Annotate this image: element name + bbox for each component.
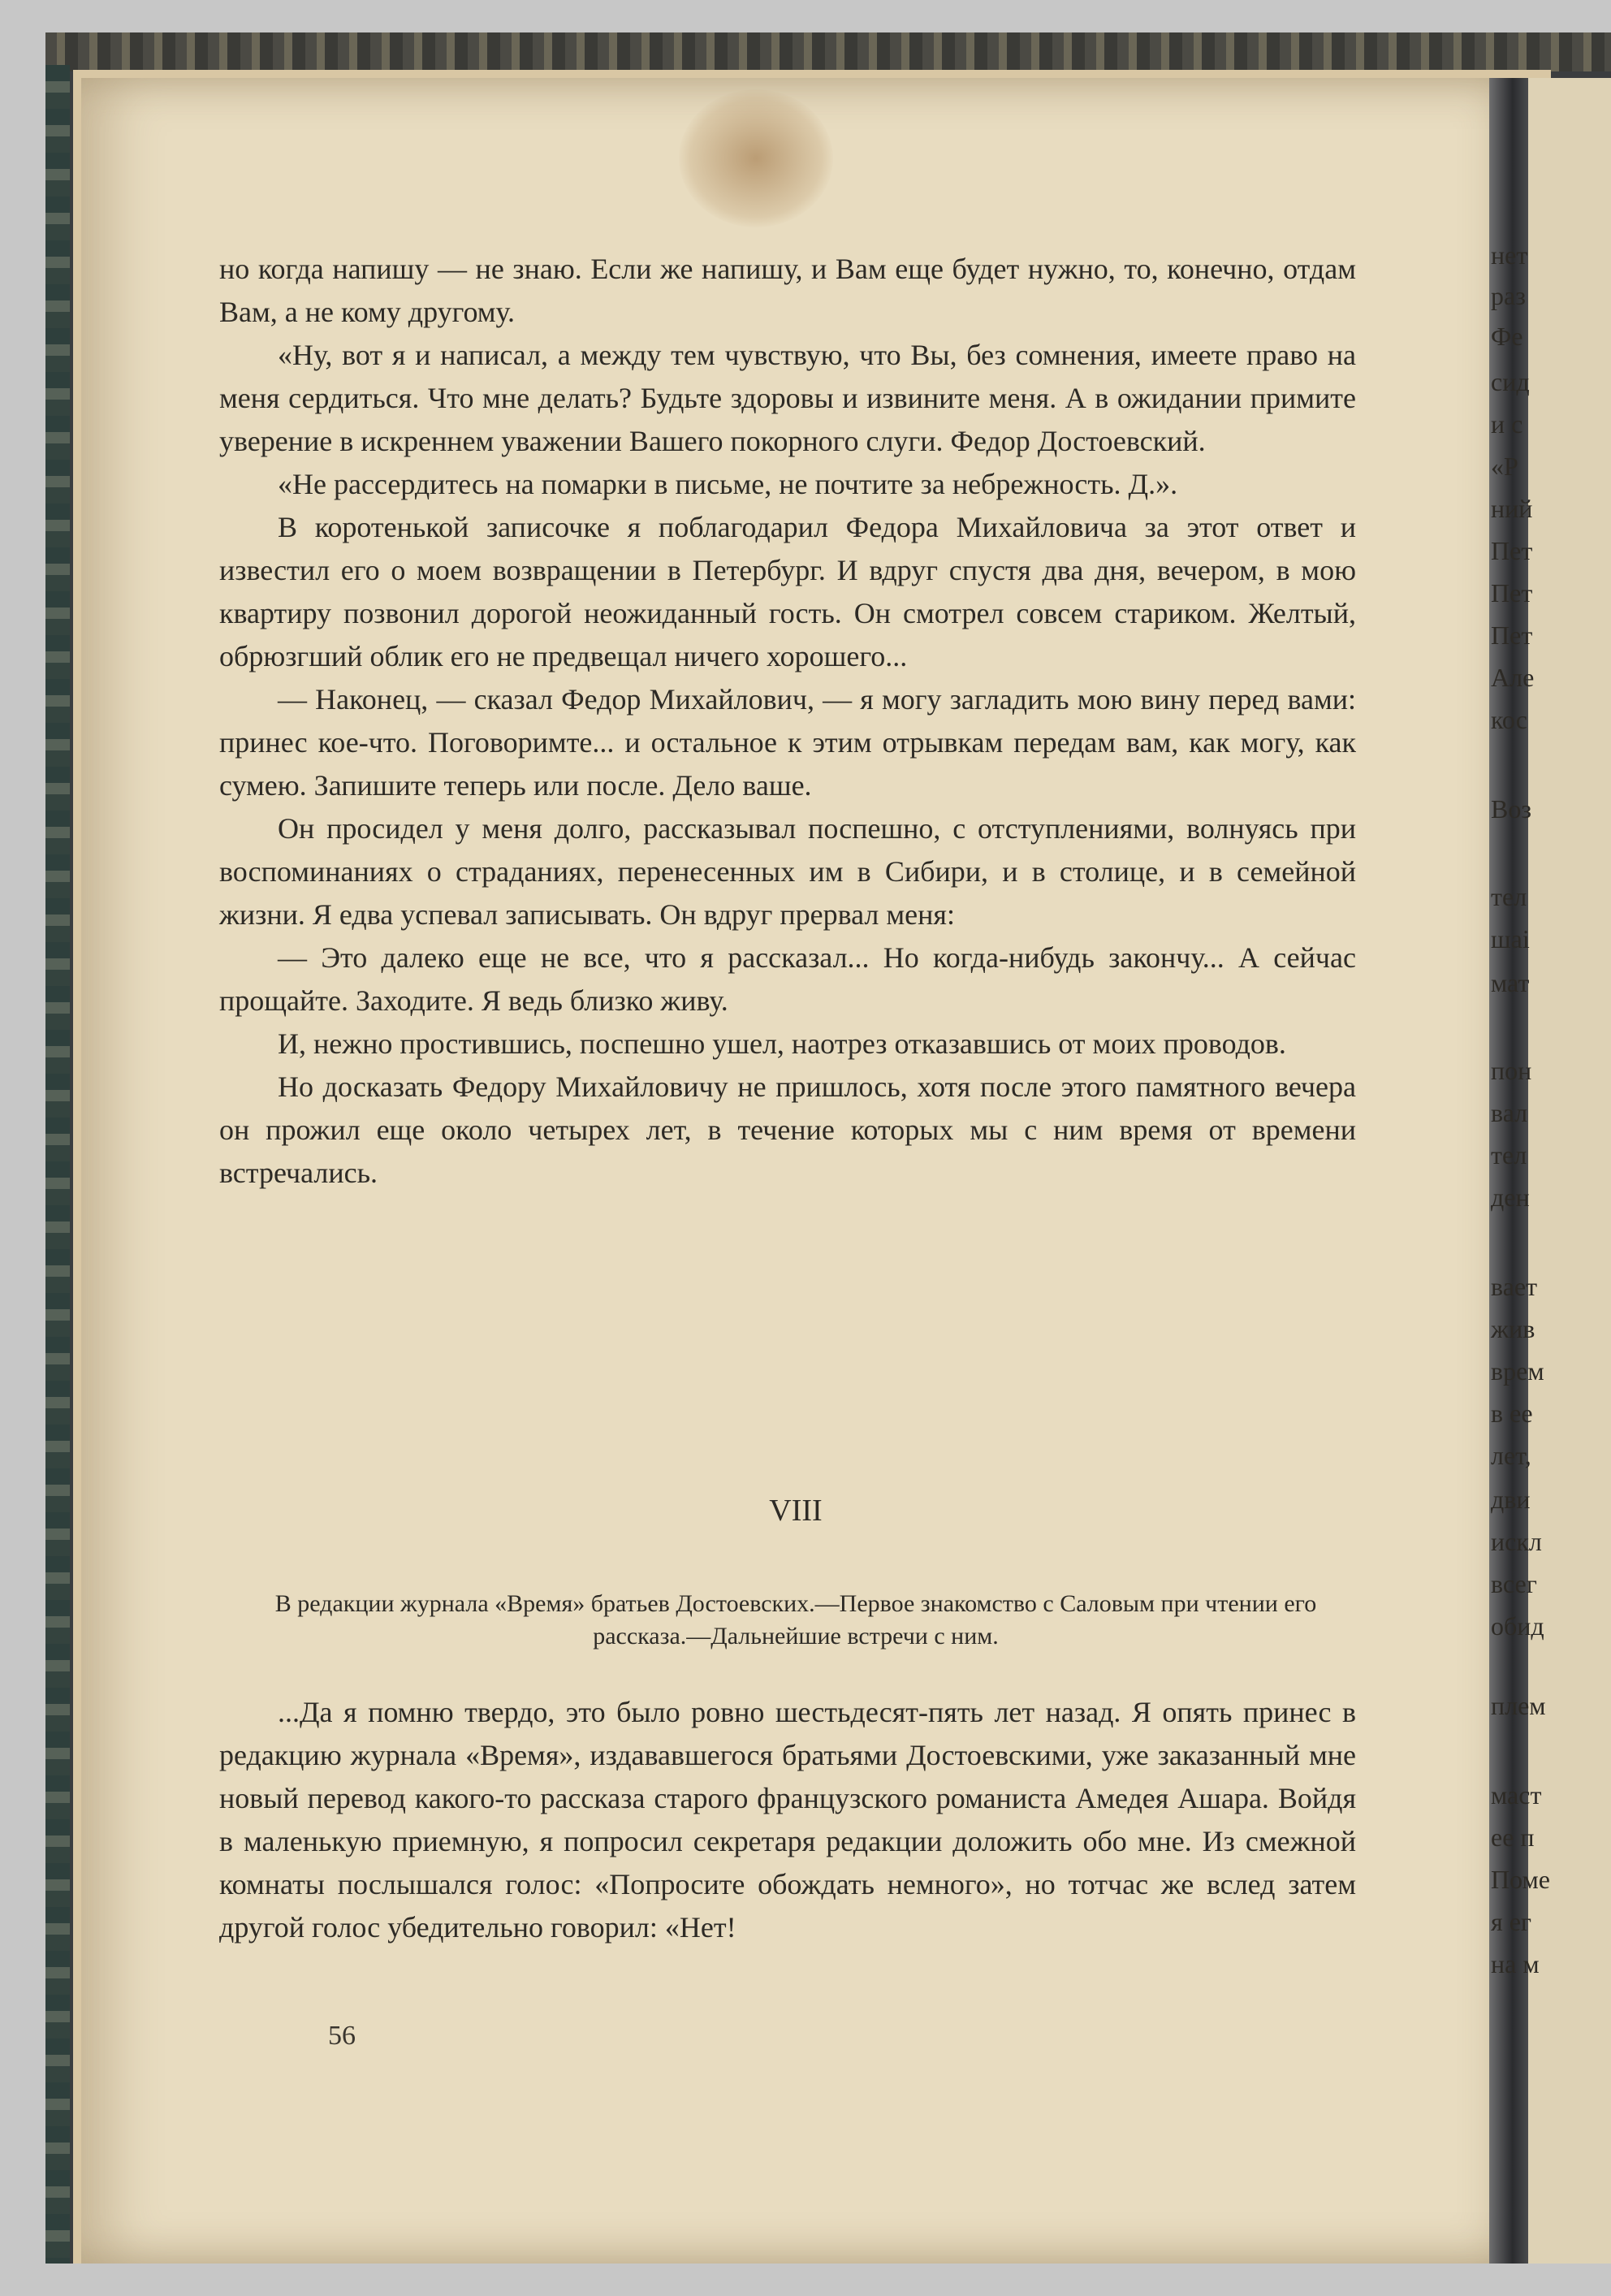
text-fragment: раз (1491, 281, 1526, 310)
text-fragment: искл (1491, 1527, 1542, 1556)
text-fragment: тел (1491, 1140, 1527, 1170)
book-spine-edge (45, 65, 70, 2264)
text-fragment: и с (1491, 409, 1523, 439)
text-fragment: шаі (1491, 924, 1530, 953)
text-fragment: на м (1491, 1949, 1540, 1978)
text-fragment: ден (1491, 1183, 1530, 1212)
paragraph: «Не рассердитесь на помарки в письме, не почтите за небрежность. Д.». (278, 468, 1178, 500)
water-stain (679, 89, 833, 227)
text-fragment: сид (1491, 367, 1530, 396)
text-fragment: Фе (1491, 322, 1523, 351)
text-fragment: обид (1491, 1611, 1544, 1641)
page-body (219, 248, 1356, 1195)
paragraph: — Наконец, — сказал Федор Михайлович, — я могу загладить мою вину перед вами: принес кое-что. Поговоримте... и остальное к этим отрывкам передам вам, как могу, как сумею. Запишите теперь или после. Дело ваше. (219, 683, 1356, 802)
text-fragment: плем (1491, 1691, 1546, 1720)
text-fragment: Пет (1491, 536, 1533, 565)
text-fragment: в ее (1491, 1399, 1533, 1428)
chapter-text (219, 1691, 1356, 1949)
text-fragment: Пет (1491, 620, 1533, 650)
paragraph: И, нежно простившись, поспешно ушел, наотрез отказавшись от моих проводов. (278, 1027, 1286, 1060)
text-fragment: кос (1491, 705, 1527, 734)
text-fragment: пон (1491, 1056, 1532, 1085)
text-fragment: врем (1491, 1356, 1544, 1386)
text-fragment: ний (1491, 494, 1533, 523)
text-fragment: мат (1491, 968, 1530, 997)
text-fragment: вал (1491, 1098, 1528, 1127)
paragraph: Он просидел у меня долго, рассказывал поспешно, с отступлениями, волнуясь при воспоминаниях о страданиях, перенесенных им в Сибири, и в столице, и в семейной жизни. Я едва успевал записывать. Он вдруг прервал меня: (219, 812, 1356, 931)
text-fragment: Поме (1491, 1865, 1550, 1894)
chapter-number: VIII (769, 1494, 823, 1528)
paragraph: Но досказать Федору Михайловичу не пришлось, хотя после этого памятного вечера он прожил еще около четырех лет, в течение которых мы с ним время от времени встречались. (219, 1070, 1356, 1189)
text-fragment: лет, (1491, 1441, 1531, 1470)
text-fragment: всег (1491, 1569, 1537, 1598)
book-cover-edge (45, 32, 1611, 71)
right-page-fragment (1528, 78, 1611, 2264)
text-fragment: Але (1491, 663, 1535, 692)
paragraph: — Это далеко еще не все, что я рассказал... Но когда-нибудь закончу... А сейчас прощайте. Заходите. Я ведь близко живу. (219, 941, 1356, 1017)
text-fragment: Пет (1491, 578, 1533, 608)
page-number: 56 (328, 2021, 356, 2051)
paragraph: В коротенькой записочке я поблагодарил Федора Михайловича за этот ответ и известил его о моем возвращении в Петербург. И вдруг спустя два дня, вечером, в мою квартиру позвонил дорогой неожиданный гость. Он смотрел совсем стариком. Желтый, обрюзгший облик его не предвещал ничего хорошего... (219, 511, 1356, 672)
text-fragment: вает (1491, 1272, 1538, 1301)
text-fragment: ее п (1491, 1823, 1535, 1852)
text-fragment: я ег (1491, 1907, 1532, 1936)
paragraph: ...Да я помню твердо, это было ровно шестьдесят-пять лет назад. Я опять принес в редакцию журнала «Время», издававшегося братьями Достоевскими, уже заказанный мне новый перевод какого-то рассказа старого французского романиста Амедея Ашара. Войдя в маленькую приемную, я попросил секретаря редакции доложить обо мне. Из смежной комнаты послышался голос: «Попросите обождать немного», но тотчас же вслед затем другой голос убедительно говорил: «Нет! (219, 1696, 1356, 1944)
paragraph: «Ну, вот я и написал, а между тем чувствую, что Вы, без сомнения, имеете право на меня сердиться. Что мне делать? Будьте здоровы и извините меня. А в ожидании примите уверение в искреннем уважении Вашего покорного слуги. Федор Достоевский. (219, 339, 1356, 457)
text-fragment: нет (1491, 240, 1528, 270)
paragraph: но когда напишу — не знаю. Если же напишу, и Вам еще будет нужно, то, конечно, отдам Вам, а не кому другому. (219, 253, 1356, 328)
text-fragment: «Р (1491, 452, 1518, 481)
text-fragment: Воз (1491, 794, 1531, 824)
text-fragment: тел (1491, 882, 1527, 911)
chapter-summary: В редакции журнала «Время» братьев Достоевских.—Первое знакомство с Саловым при чтении его рассказа.—Дальнейшие встречи с ним. (274, 1590, 1317, 1650)
text-fragment: маст (1491, 1780, 1542, 1810)
text-fragment: дви (1491, 1485, 1531, 1514)
text-fragment: жив (1491, 1314, 1535, 1343)
